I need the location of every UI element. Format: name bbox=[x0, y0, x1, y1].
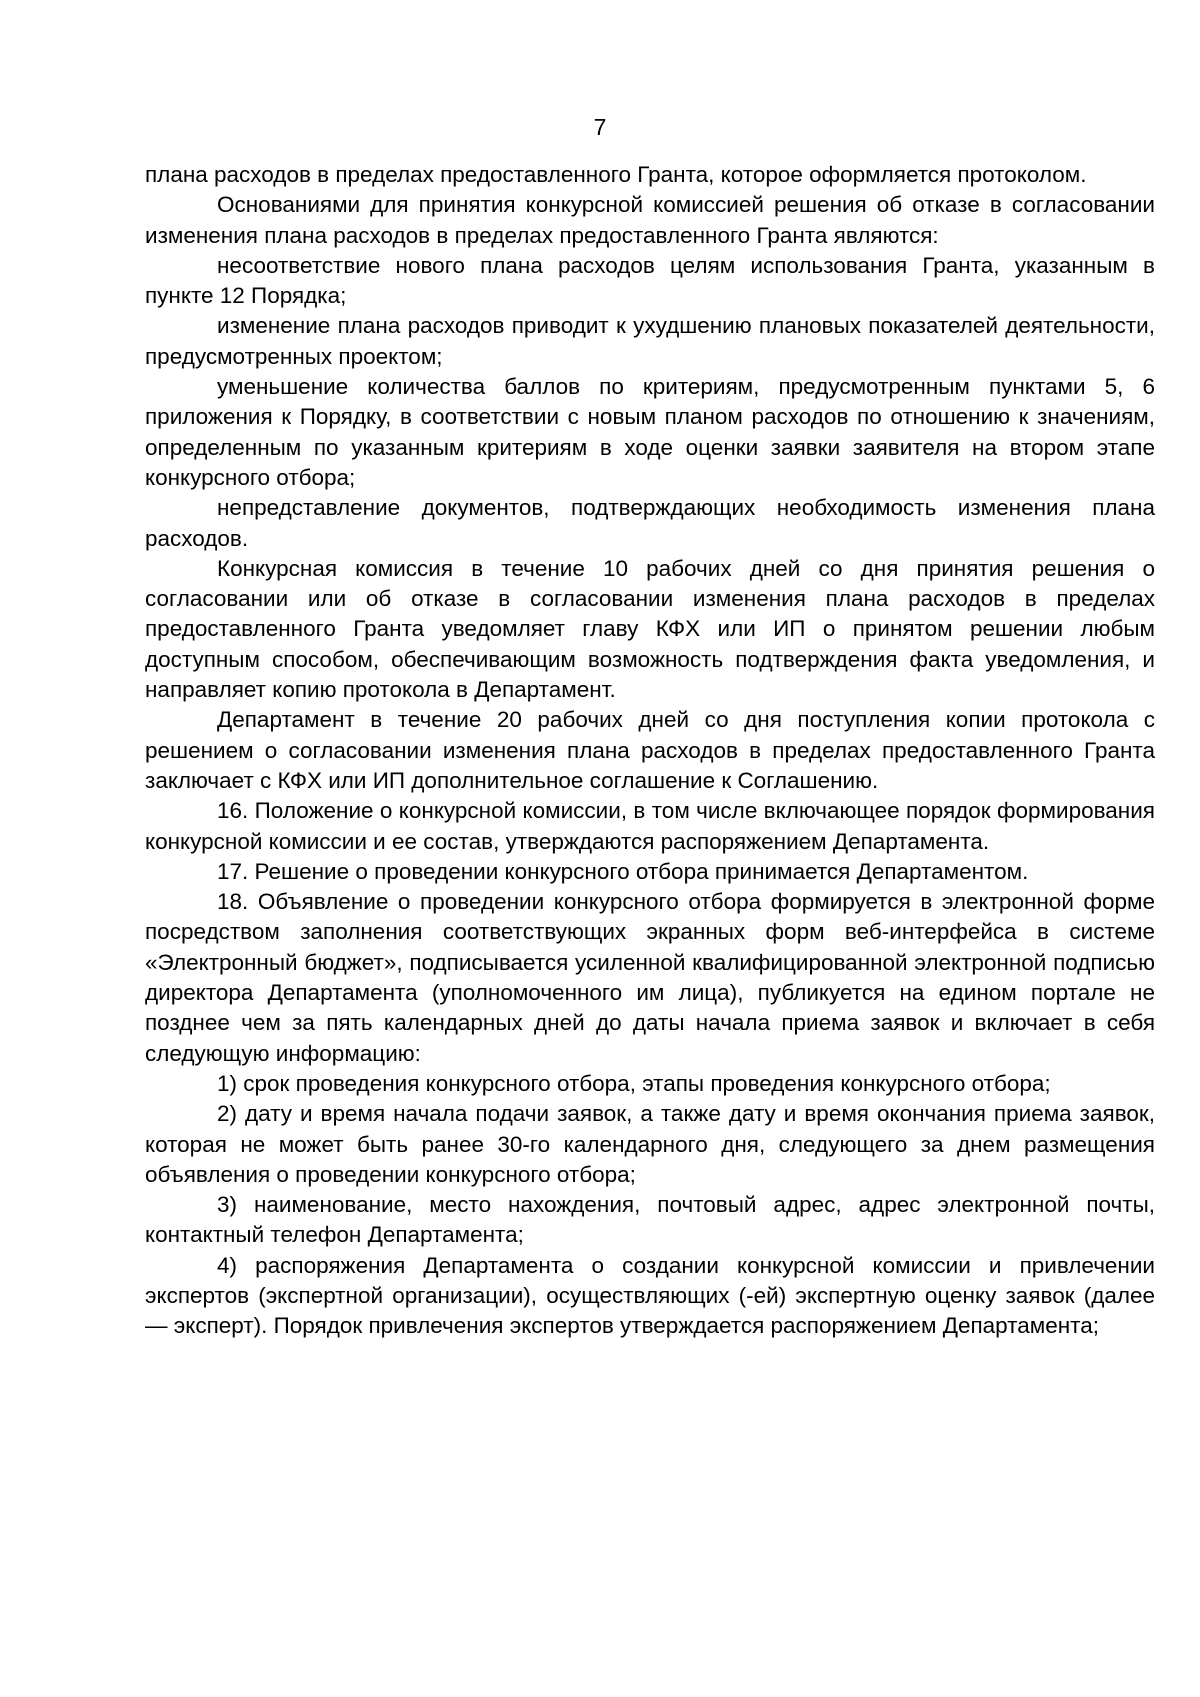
paragraph: непредставление документов, подтверждающих необходимость изменения плана расходов. bbox=[145, 495, 1155, 551]
paragraph: Конкурсная комиссия в течение 10 рабочих дней со дня принятия решения о согласовании или об отказе в согласовании изменения плана расходов в пределах предоставленного Гранта уведомляет главу КФХ или ИП о принятом решении любым доступным способом, обеспечивающим возможность подтверждения факта уведомления, и направляет копию протокола в Департамент. bbox=[145, 555, 1155, 703]
paragraph: 4) распоряжения Департамента о создании конкурсной комиссии и привлечении экспертов (экспертной организации), осуществляющих (-ей) экспертную оценку заявок (далее — эксперт). Порядок привлечения экспертов утверждается распоряжением Департамента; bbox=[145, 1252, 1155, 1339]
document-body bbox=[145, 160, 1155, 1342]
paragraph: 18. Объявление о проведении конкурсного отбора формируется в электронной форме посредством заполнения соответствующих экранных форм веб-интерфейса в системе «Электронный бюджет», подписывается усиленной квалифицированной электронной подписью директора Департамента (уполномоченного им лица), публикуется на едином портале не позднее чем за пять календарных дней до даты начала приема заявок и включает в себя следующую информацию: bbox=[145, 889, 1155, 1066]
paragraph: 2) дату и время начала подачи заявок, а также дату и время окончания приема заявок, которая не может быть ранее 30-го календарного дня, следующего за днем размещения объявления о проведении конкурсного отбора; bbox=[145, 1101, 1155, 1187]
paragraph: 17. Решение о проведении конкурсного отбора принимается Департаментом. bbox=[217, 858, 1029, 884]
paragraph: 3) наименование, место нахождения, почтовый адрес, адрес электронной почты, контактный телефон Департамента; bbox=[145, 1192, 1155, 1248]
paragraph: несоответствие нового плана расходов целям использования Гранта, указанным в пункте 12 Порядка; bbox=[145, 252, 1155, 309]
paragraph: уменьшение количества баллов по критериям, предусмотренным пунктами 5, 6 приложения к Порядку, в соответствии с новым планом расходов по отношению к значениям, определенным по указанным критериям в ходе оценки заявки заявителя на втором этапе конкурсного отбора; bbox=[145, 374, 1155, 490]
paragraph: Основаниями для принятия конкурсной комиссией решения об отказе в согласовании изменения плана расходов в пределах предоставленного Гранта являются: bbox=[145, 192, 1155, 248]
paragraph: Департамент в течение 20 рабочих дней со дня поступления копии протокола с решением о согласовании изменения плана расходов в пределах предоставленного Гранта заключает с КФХ или ИП дополнительное соглашение к Соглашению. bbox=[145, 707, 1155, 793]
page-number: 7 bbox=[593, 114, 607, 140]
paragraph: изменение плана расходов приводит к ухудшению плановых показателей деятельности, предусмотренных проектом; bbox=[145, 313, 1155, 369]
paragraph: 16. Положение о конкурсной комиссии, в том числе включающее порядок формирования конкурсной комиссии и ее состав, утверждаются распоряжением Департамента. bbox=[145, 798, 1155, 854]
paragraph: 1) срок проведения конкурсного отбора, этапы проведения конкурсного отбора; bbox=[217, 1070, 1051, 1096]
paragraph: плана расходов в пределах предоставленного Гранта, которое оформляется протоколом. bbox=[145, 162, 1087, 187]
